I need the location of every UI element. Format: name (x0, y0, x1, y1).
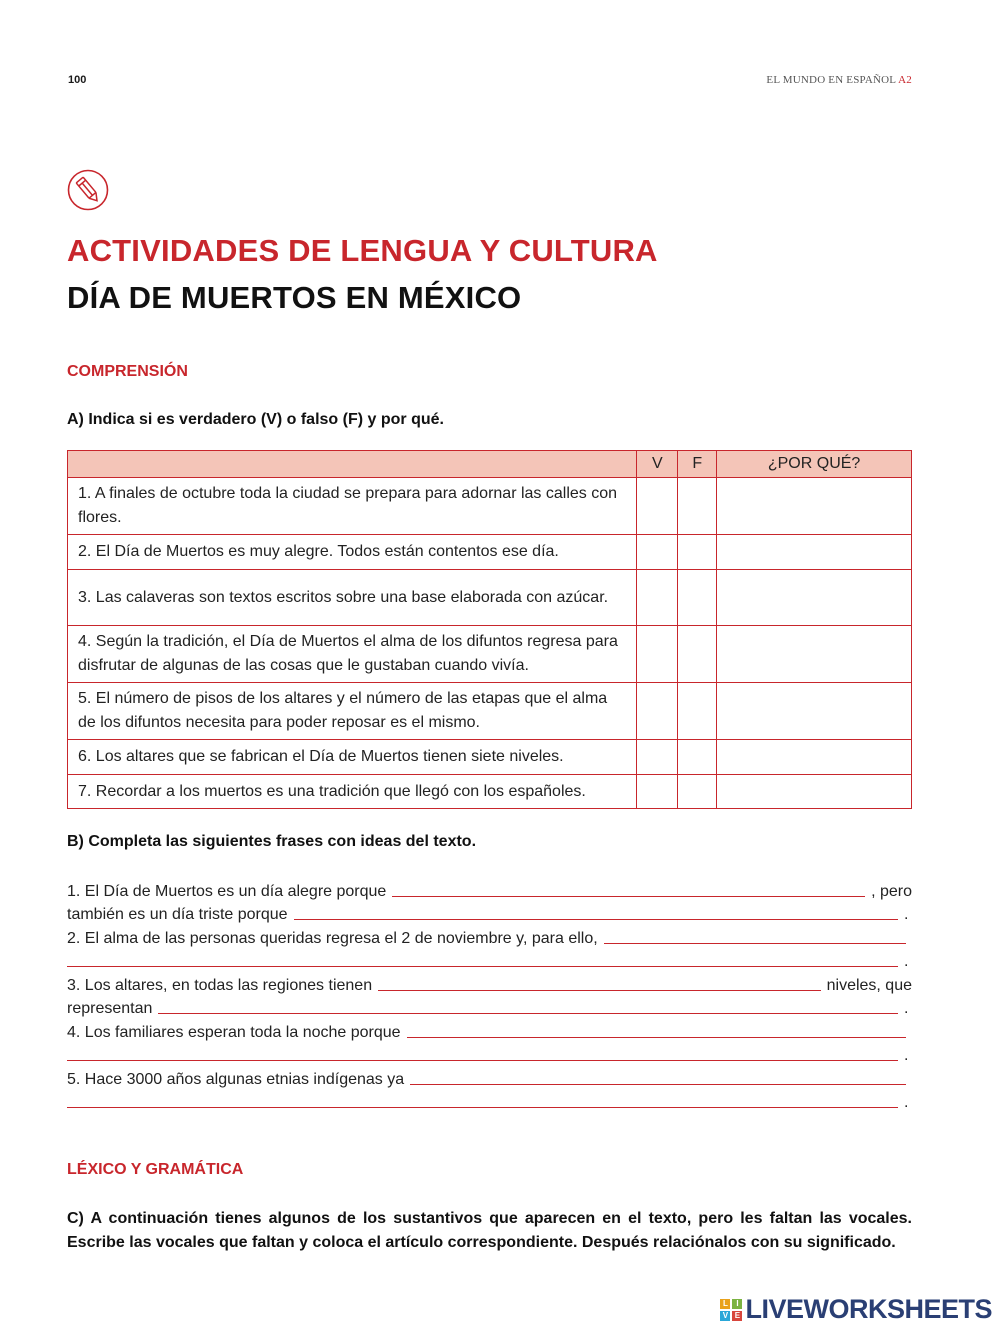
section-lexico: LÉXICO Y GRAMÁTICA (67, 1161, 244, 1178)
book-title (766, 74, 912, 86)
answer-f-5[interactable] (678, 683, 717, 740)
sentence-5-start: 5. Hace 3000 años algunas etnias indígenas ya (67, 1070, 405, 1088)
answer-v-1[interactable] (637, 478, 678, 535)
logo-letter-e: E (732, 1311, 742, 1321)
page-number: 100 (68, 74, 87, 86)
sentence-2-start: 2. El alma de las personas queridas regresa el 2 de noviembre y, para ello, (67, 929, 598, 947)
period: . (904, 1047, 909, 1064)
header-statement (68, 451, 637, 478)
liveworksheets-text: LIVEWORKSHEETS (745, 1294, 992, 1324)
answer-f-1[interactable] (678, 478, 717, 535)
logo-letter-l: L (720, 1299, 730, 1309)
answer-v-2[interactable] (637, 535, 678, 570)
answer-v-7[interactable] (637, 775, 678, 809)
answer-why-5[interactable] (717, 683, 912, 740)
header-por-que: ¿POR QUÉ? (717, 451, 912, 478)
answer-f-4[interactable] (678, 626, 717, 683)
sentence-1-mid: , pero (871, 882, 912, 900)
answer-f-2[interactable] (678, 535, 717, 570)
answer-why-2[interactable] (717, 535, 912, 570)
answer-why-1[interactable] (717, 478, 912, 535)
activity-b-instruction: B) Completa las siguientes frases con ideas del texto. (67, 833, 477, 850)
period: . (904, 1094, 909, 1111)
blank-3a[interactable] (378, 990, 821, 991)
sentence-3-end: representan (67, 1000, 153, 1017)
table-row (68, 570, 912, 626)
period: . (904, 953, 909, 970)
header-v: V (637, 451, 678, 478)
logo-letter-i: I (732, 1299, 742, 1309)
answer-v-3[interactable] (637, 570, 678, 626)
pencil-icon (67, 169, 109, 211)
answer-why-7[interactable] (717, 775, 912, 809)
main-title: ACTIVIDADES DE LENGUA Y CULTURA (67, 233, 658, 268)
blank-4a[interactable] (407, 1037, 906, 1038)
statement-3: 3. Las calaveras son textos escritos sobre una base elaborada con azúcar. (68, 570, 637, 626)
true-false-table (67, 450, 912, 809)
answer-f-7[interactable] (678, 775, 717, 809)
table-row (68, 775, 912, 809)
liveworksheets-logo (720, 1294, 992, 1325)
statement-1: 1. A finales de octubre toda la ciudad se prepara para adornar las calles con flores. (68, 478, 637, 535)
book-title-text: EL MUNDO EN ESPAÑOL (766, 74, 896, 86)
statement-7: 7. Recordar a los muertos es una tradición que llegó con los españoles. (68, 775, 637, 809)
answer-f-6[interactable] (678, 740, 717, 775)
sentence-3-start: 3. Los altares, en todas las regiones tienen (67, 976, 373, 994)
table-row (68, 740, 912, 775)
activity-a-instruction: A) Indica si es verdadero (V) o falso (F) y por qué. (67, 411, 444, 428)
section-comprension: COMPRENSIÓN (67, 363, 188, 380)
blank-1a[interactable] (392, 896, 865, 897)
period: . (904, 906, 909, 923)
answer-why-6[interactable] (717, 740, 912, 775)
period: . (904, 1000, 909, 1017)
statement-5: 5. El número de pisos de los altares y el número de las etapas que el alma de los difuntos necesita para poder reposar es el mismo. (68, 683, 637, 740)
activity-c-instruction: C) A continuación tienes algunos de los sustantivos que aparecen en el texto, pero les faltan las vocales. Escribe las vocales que faltan y coloca el artículo correspondiente. Después relaciónalos con su significado. (67, 1210, 912, 1251)
statement-6: 6. Los altares que se fabrican el Día de Muertos tienen siete niveles. (68, 740, 637, 775)
blank-5a[interactable] (410, 1084, 906, 1085)
answer-why-4[interactable] (717, 626, 912, 683)
blank-2b[interactable] (67, 966, 898, 967)
statement-4: 4. Según la tradición, el Día de Muertos el alma de los difuntos regresa para disfrutar de algunas de las cosas que le gustaban cuando vivía. (68, 626, 637, 683)
answer-f-3[interactable] (678, 570, 717, 626)
blank-3b[interactable] (158, 1013, 898, 1014)
answer-v-4[interactable] (637, 626, 678, 683)
blank-5b[interactable] (67, 1107, 898, 1108)
sentence-3-mid: niveles, que (826, 976, 912, 994)
table-row (68, 478, 912, 535)
answer-v-5[interactable] (637, 683, 678, 740)
book-level: A2 (898, 74, 912, 86)
sentence-1-end: también es un día triste porque (67, 906, 288, 923)
sentence-4-start: 4. Los familiares esperan toda la noche porque (67, 1023, 401, 1041)
sub-title: DÍA DE MUERTOS EN MÉXICO (67, 280, 522, 315)
table-row (68, 683, 912, 740)
blank-2a[interactable] (604, 943, 906, 944)
statement-2: 2. El Día de Muertos es muy alegre. Todos están contentos ese día. (68, 535, 637, 570)
blank-4b[interactable] (67, 1060, 898, 1061)
answer-v-6[interactable] (637, 740, 678, 775)
liveworksheets-mark-icon (720, 1299, 742, 1321)
table-header-row (68, 451, 912, 478)
blank-1b[interactable] (294, 919, 898, 920)
sentence-1-start: 1. El Día de Muertos es un día alegre porque (67, 882, 387, 900)
table-row (68, 535, 912, 570)
logo-letter-v: V (720, 1311, 730, 1321)
fill-in-sentences (67, 878, 912, 1113)
table-row (68, 626, 912, 683)
header-f: F (678, 451, 717, 478)
answer-why-3[interactable] (717, 570, 912, 626)
